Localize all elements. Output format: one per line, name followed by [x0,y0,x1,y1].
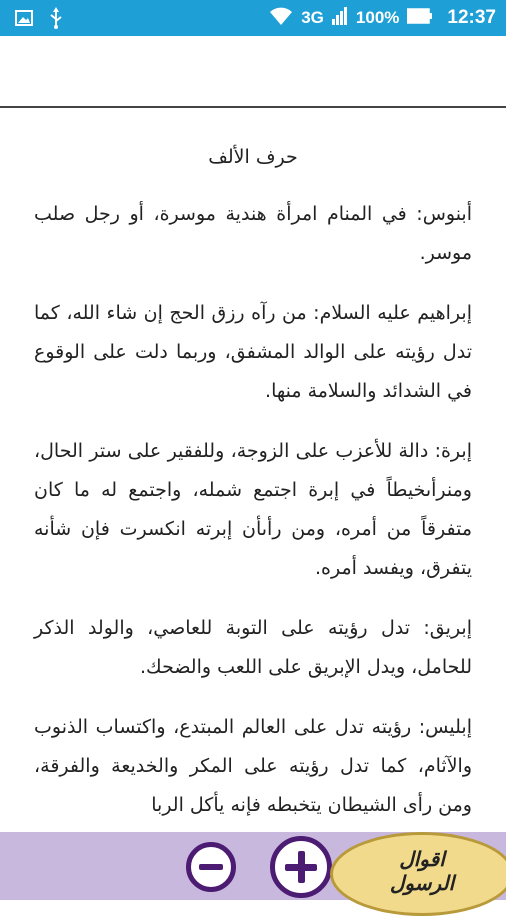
entry-text: إبراهيم عليه السلام: من رآه رزق الحج إن شاء الله، كما تدل رؤيته على الوالد المشفق، وربما دلت على الوقوع في الشدائد والسلامة منها. [34,302,472,402]
entry-text: أبنوس: في المنام امرأة هندية موسرة، أو رجل صلب موسر. [34,203,472,264]
app-logo[interactable] [330,832,506,916]
signal-icon [332,7,348,29]
status-bar [0,0,506,36]
usb-icon [48,7,64,33]
bottom-bar [0,832,506,900]
entry-text: إبريق: تدل رؤيته على التوبة للعاصي، والولد الذكر للحامل، ويدل الإبريق على اللعب والضحك. [34,617,472,678]
entry-text: إبليس: رؤيته تدل على العالم المبتدع، واكتساب الذنوب والآثام، كما تدل رؤيته على المكر والخديعة والفرقة، ومن رأى الشيطان يتخبطه فإنه يأكل الربا [34,716,472,816]
clock: 12:37 [447,7,496,28]
app-toolbar [0,36,506,108]
zoom-out-button[interactable] [186,842,236,892]
section-title: حرف الألف [208,146,298,168]
battery-percent: 100% [355,8,400,27]
logo-line-1: اقوال [399,847,445,871]
battery-icon [407,8,433,28]
logo-line-2: الرسول [389,871,455,895]
image-icon [14,8,34,32]
content-scroll-area[interactable] [0,108,506,832]
wifi-icon [269,6,293,30]
zoom-in-button[interactable] [270,836,332,898]
entry-text: إبرة: دالة للأعزب على الزوجة، وللفقير على ستر الحال، ومنرأىخيطاً في إبرة اجتمع شمله، واجتمع له ما كان متفرقاً من أمره، ومن رأىأن إبرته انكسرت فإن شأنه يتفرق، ويفسد أمره. [34,440,472,579]
network-type: 3G [301,8,324,27]
